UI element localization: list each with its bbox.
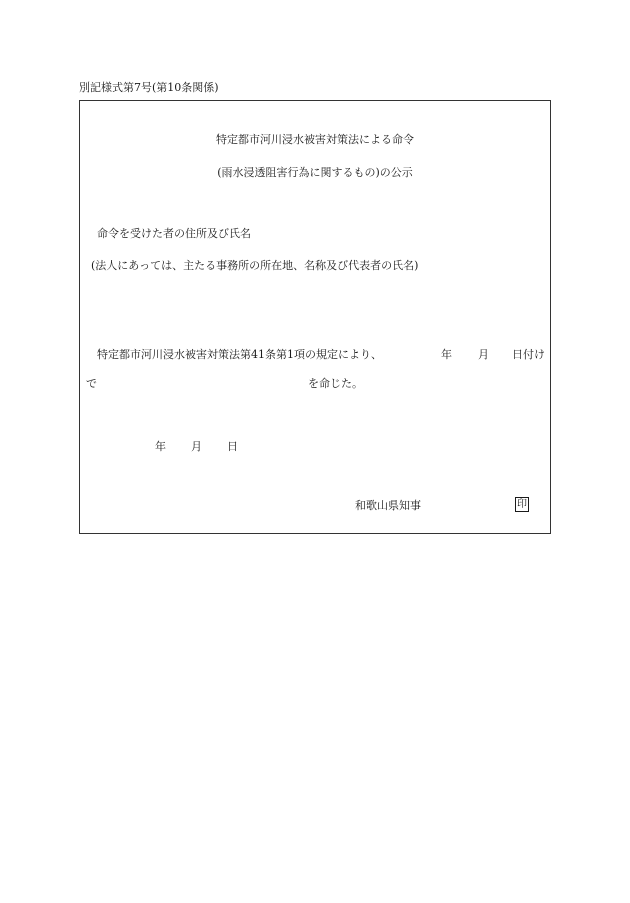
governor-signature: 和歌山県知事 <box>355 499 421 512</box>
legal-basis-text: 特定都市河川浸水被害対策法第41条第1項の規定により、 <box>97 348 382 361</box>
seal-stamp: 印 <box>517 499 527 510</box>
order-year-label: 年 <box>441 348 452 361</box>
order-month-label: 月 <box>478 348 489 361</box>
order-dated-label: 日付け <box>512 348 545 361</box>
order-ordered-text: を命じた。 <box>308 377 363 390</box>
notice-subtitle: (雨水浸透阻害行為に関するもの)の公示 <box>217 166 413 179</box>
notice-title: 特定都市河川浸水被害対策法による命令 <box>216 133 414 146</box>
notice-year-label: 年 <box>155 440 166 453</box>
order-de-text: で <box>86 377 97 390</box>
form-number-label: 別記様式第7号(第10条関係) <box>79 81 219 94</box>
notice-month-label: 月 <box>191 440 202 453</box>
recipient-label: 命令を受けた者の住所及び氏名 <box>97 227 251 240</box>
notice-day-label: 日 <box>227 440 238 453</box>
corporate-note: (法人にあっては、主たる事務所の所在地、名称及び代表者の氏名) <box>91 259 419 272</box>
